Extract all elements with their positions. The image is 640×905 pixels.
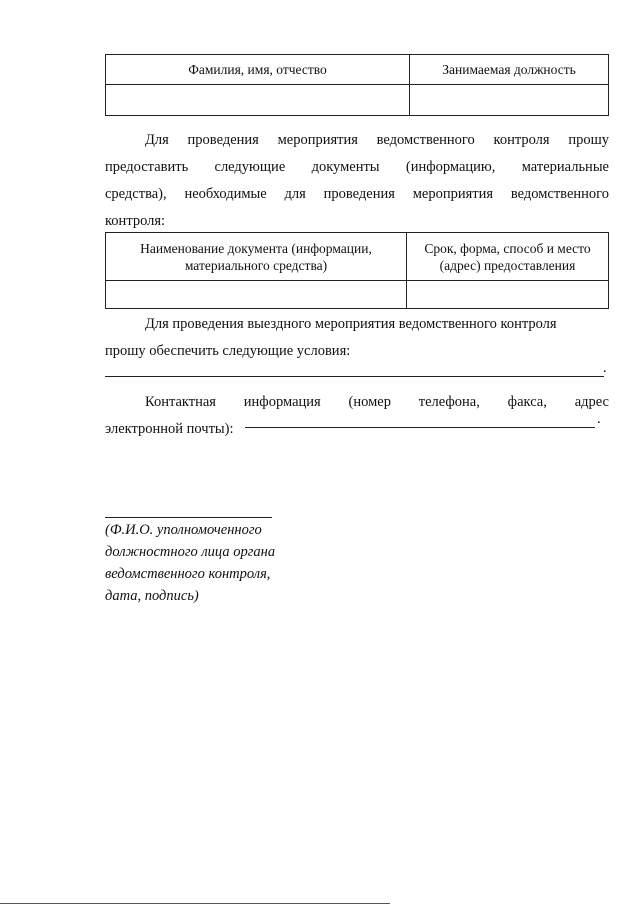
paragraph-line: электронной почты): — [105, 421, 234, 437]
paragraph-line: прошу обеспечить следующие условия: — [105, 343, 351, 359]
paragraph-line: Для проведения мероприятия ведомственного контроля прошу — [145, 132, 609, 148]
paragraph-line: Для проведения выездного мероприятия ведомственного контроля — [145, 316, 557, 332]
header-line: Срок, форма, способ и место — [424, 240, 591, 256]
documents-table — [105, 232, 609, 309]
table-cell — [407, 281, 609, 309]
contact-fill-line — [245, 427, 595, 428]
contact-info-paragraph — [105, 389, 609, 443]
paragraph-line: контроля: — [105, 213, 166, 229]
signature-caption-line: должностного лица органа — [105, 544, 276, 560]
page-bottom-rule — [0, 903, 390, 904]
conditions-fill-line — [105, 376, 604, 377]
header-line: материального средства) — [184, 257, 328, 273]
end-period: . — [597, 411, 601, 427]
table-header-row — [106, 55, 609, 85]
conditions-paragraph — [105, 311, 609, 365]
paragraph-line: предоставить следующие документы (информацию, материальные — [105, 159, 609, 175]
paragraph-line: средства), необходимые для проведения мероприятия ведомственного — [105, 186, 609, 202]
table-row — [106, 85, 609, 116]
documents-request-paragraph — [105, 127, 609, 235]
table-cell — [106, 85, 410, 116]
column-header-full-name: Фамилия, имя, отчество — [106, 55, 410, 85]
table-cell — [106, 281, 407, 309]
officials-table — [105, 54, 609, 116]
end-period: . — [603, 360, 607, 376]
signature-caption-line: дата, подпись) — [105, 588, 199, 604]
table-row — [106, 281, 609, 309]
table-cell — [410, 85, 609, 116]
paragraph-line: Контактная информация (номер телефона, факса, адрес — [145, 394, 609, 410]
column-header-deadline-form — [407, 233, 609, 281]
header-line: Наименование документа (информации, — [140, 240, 372, 256]
column-header-document-name — [106, 233, 407, 281]
signature-caption — [105, 519, 275, 607]
header-line: (адрес) предоставления — [439, 257, 576, 273]
table-header-row — [106, 233, 609, 281]
column-header-position: Занимаемая должность — [410, 55, 609, 85]
signature-line — [105, 517, 272, 518]
signature-caption-line: ведомственного контроля, — [105, 566, 271, 582]
signature-caption-line: (Ф.И.О. уполномоченного — [105, 522, 262, 538]
